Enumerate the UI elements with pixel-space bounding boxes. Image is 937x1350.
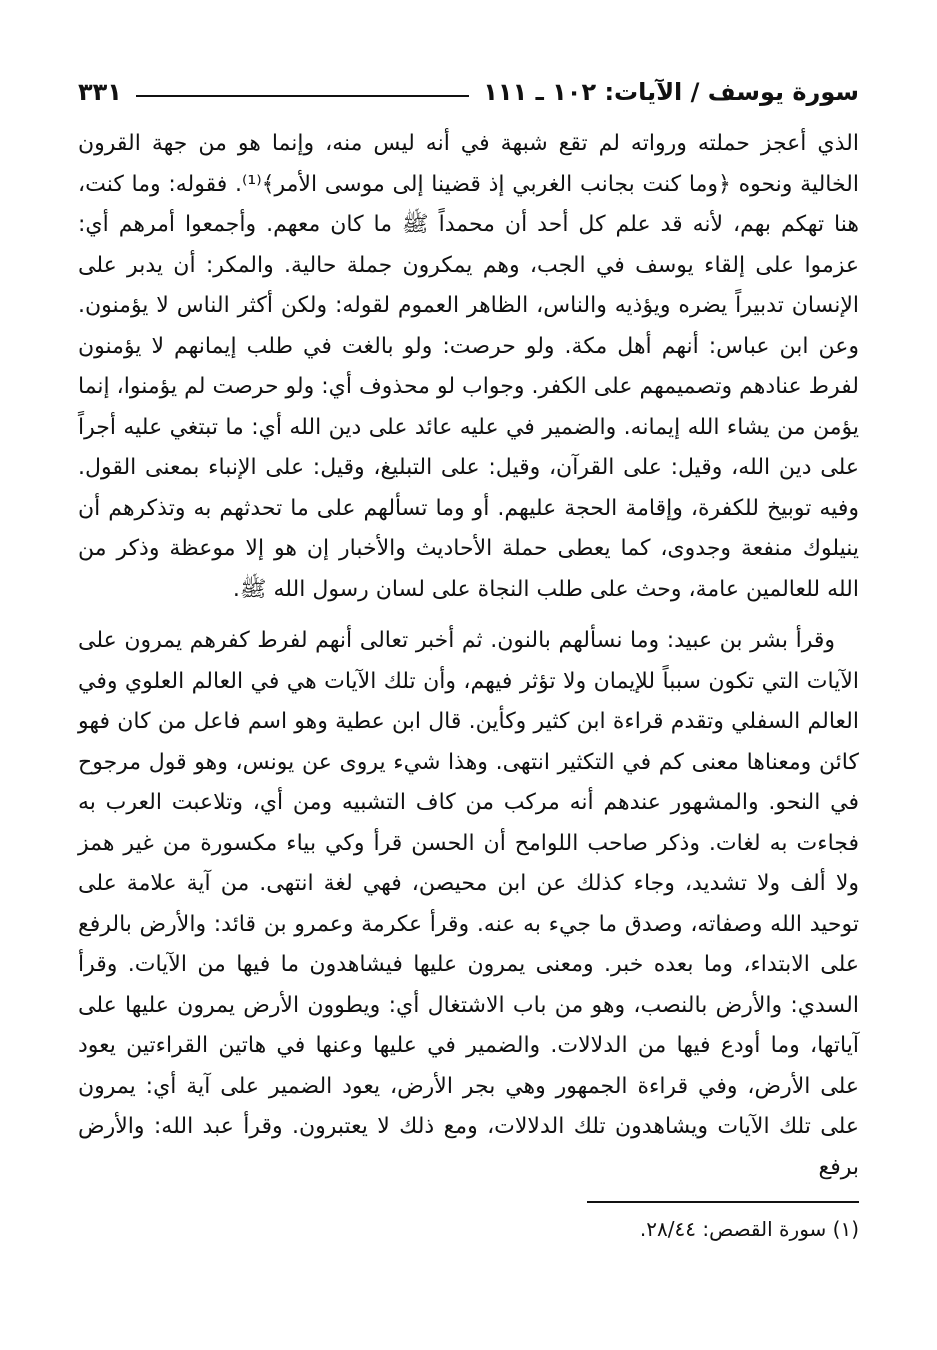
main-text [78,124,859,1188]
header-title: سورة يوسف / الآيات: ١٠٢ ـ ١١١ [483,78,859,106]
header-rule [136,95,469,97]
paragraph-2: وقرأ بشر بن عبيد: وما نسألهم بالنون. ثم أخبر تعالى أنهم لفرط كفرهم يمرون على الآيات التي تكون سبباً للإيمان ولا تؤثر فيهم، وأن تلك الآيات هي في العالم العلوي وفي العالم السفلي وتقدم قراءة ابن كثير وكأين. قال ابن عطية وهو اسم فاعل من كان فهو كائن ومعناها معنى كم في التكثير انتهى. وهذا شيء يروى عن يونس، وهو قول مرجوح في النحو. والمشهور عندهم أنه مركب من كاف التشبيه ومن أي، وتلاعبت العرب به فجاءت به لغات. وذكر صاحب اللوامح أن الحسن قرأ وكي بياء مكسورة من غير همز ولا ألف ولا تشديد، وجاء كذلك عن ابن محيصن، فهي لغة انتهى. من آية علامة على توحيد الله وصفاته، وصدق ما جيء به عنه. وقرأ عكرمة وعمرو بن قائد: والأرض بالرفع على الابتداء، وما بعده خبر. ومعنى يمرون عليها فيشاهدون ما فيها من الآيات. وقرأ السدي: والأرض بالنصب، وهو من باب الاشتغال أي: ويطوون الأرض يمرون عليها على آياتها، وما أودع فيها من الدلالات. والضمير في عليها وعنها في هاتين القراءتين يعود على الأرض، وفي قراءة الجمهور وهي بجر الأرض، يعود الضمير على آية أي: يمرون على تلك الآيات ويشاهدون تلك الدلالات، ومع ذلك لا يعتبرون. وقرأ عبد الله: والأرض برفع [78,628,859,1180]
footnote: (١) سورة القصص: ٢٨/٤٤. [639,1217,859,1241]
page-number: ٣٣١ [78,78,122,106]
footnote-separator [587,1201,859,1203]
running-header [78,66,859,106]
paragraph-1: الذي أعجز حملته ورواته لم تقع شبهة في أنه ليس منه، وإنما هو من جهة القرون الخالية ونحوه ﴿وما كنت بجانب الغربي إذ قضينا إلى موسى الأمر﴾⁽¹⁾. فقوله: وما كنت، هنا تهكم بهم، لأنه قد علم كل أحد أن محمداً ﷺ ما كان معهم. وأجمعوا أمرهم أي: عزموا على إلقاء يوسف في الجب، وهم يمكرون جملة حالية. والمكر: أن يدبر على الإنسان تدبيراً يضره ويؤذيه والناس، الظاهر العموم لقوله: ولكن أكثر الناس لا يؤمنون. وعن ابن عباس: أنهم أهل مكة. ولو حرصت: ولو بالغت في طلب إيمانهم لا يؤمنون لفرط عنادهم وتصميمهم على الكفر. وجواب لو محذوف أي: ولو حرصت لم يؤمنوا، إنما يؤمن من يشاء الله إيمانه. والضمير في عليه عائد على دين الله أي: ما تبتغي عليه أجراً على دين الله، وقيل: على القرآن، وقيل: على التبليغ، وقيل: على الإنباء بمعنى القول. وفيه توبيخ للكفرة، وإقامة الحجة عليهم. أو وما تسألهم على ما تحدثهم به وتذكرهم أن ينيلوك منفعة وجدوى، كما يعطى حملة الأحاديث والأخبار إن هو إلا موعظة وذكر من الله للعالمين عامة، وحث على طلب النجاة على لسان رسول الله ﷺ. [78,131,859,602]
